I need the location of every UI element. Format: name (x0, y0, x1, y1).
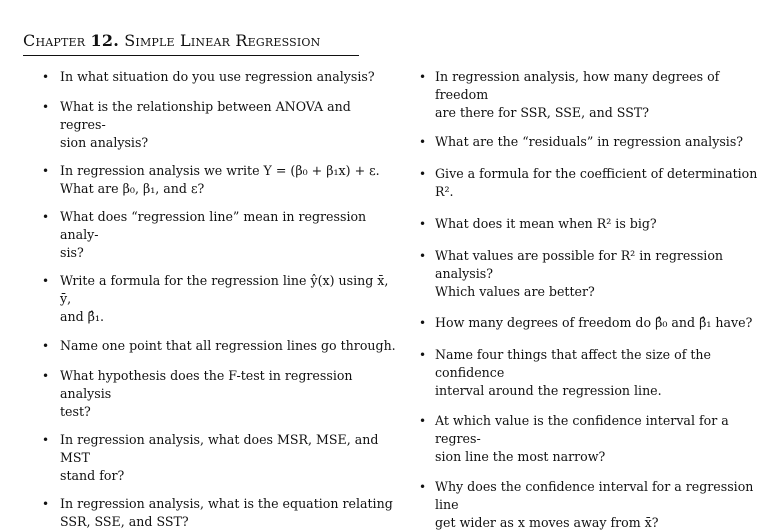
bullet-icon: • (42, 100, 50, 114)
question-line: sion analysis? (60, 135, 149, 150)
bullet-icon: • (42, 70, 50, 84)
bullet-icon: • (42, 164, 50, 178)
question-line: sion line the most narrow? (435, 449, 606, 464)
question-item (32, 431, 400, 485)
bullet-icon: • (419, 70, 427, 84)
question-item (412, 247, 772, 301)
chapter-word: Chapter (23, 31, 86, 50)
question-item (32, 367, 400, 421)
question-line: At which value is the confidence interval for a regres- (435, 413, 729, 446)
bullet-icon: • (42, 369, 50, 383)
question-line: How many degrees of freedom do β̂₀ and β̂₁ have? (435, 315, 753, 330)
question-item (32, 68, 400, 86)
question-line: Give a formula for the coefficient of determination R². (435, 166, 758, 199)
question-line: In regression analysis, what does MSR, MSE, and MST (60, 432, 379, 465)
question-item (32, 495, 400, 531)
question-line: Why does the confidence interval for a regression line (435, 479, 754, 512)
bullet-icon: • (419, 217, 427, 231)
question-line: interval around the regression line. (435, 383, 662, 398)
left-question-list (32, 68, 400, 531)
bullet-icon: • (42, 497, 50, 511)
question-line: In regression analysis we write Y = (β₀ + β₁x) + ε. (60, 163, 380, 178)
question-line: In regression analysis, what is the equation relating (60, 496, 393, 511)
question-line: What are the “residuals” in regression analysis? (435, 134, 744, 149)
question-line: Write a formula for the regression line ŷ(x) using x̄, ȳ, (60, 273, 389, 306)
bullet-icon: • (42, 210, 50, 224)
question-item (412, 478, 772, 532)
question-line: test? (60, 404, 91, 419)
bullet-icon: • (419, 414, 427, 428)
bullet-icon: • (419, 316, 427, 330)
question-item (32, 98, 400, 152)
question-item (412, 215, 772, 233)
bullet-icon: • (42, 339, 50, 353)
question-item (32, 208, 400, 262)
question-item (412, 165, 772, 201)
question-item (32, 272, 400, 326)
question-line: sis? (60, 245, 84, 260)
chapter-title: Simple Linear Regression (124, 31, 321, 50)
bullet-icon: • (42, 433, 50, 447)
chapter-heading (23, 31, 320, 50)
question-line: In regression analysis, how many degrees of freedom (435, 69, 720, 102)
heading-underline (23, 55, 359, 56)
question-item (412, 412, 772, 466)
bullet-icon: • (419, 249, 427, 263)
bullet-icon: • (419, 480, 427, 494)
bullet-icon: • (42, 274, 50, 288)
question-line: Name one point that all regression lines go through. (60, 338, 396, 353)
bullet-icon: • (419, 135, 427, 149)
question-item (412, 133, 772, 151)
question-line: What does “regression line” mean in regression analy- (60, 209, 367, 242)
question-item (412, 68, 772, 122)
question-line: Name four things that affect the size of the confidence (435, 347, 711, 380)
question-line: What does it mean when R² is big? (435, 216, 657, 231)
question-item (412, 314, 772, 332)
question-line: Which values are better? (435, 284, 595, 299)
question-item (32, 337, 400, 355)
question-line: are there for SSR, SSE, and SST? (435, 105, 649, 120)
question-line: What are β₀, β₁, and ε? (60, 181, 205, 196)
question-line: and β̂₁. (60, 309, 105, 324)
question-line: In what situation do you use regression analysis? (60, 69, 375, 84)
question-line: What values are possible for R² in regression analysis? (435, 248, 724, 281)
question-item (32, 162, 400, 198)
question-line: get wider as x moves away from x̄? (435, 515, 659, 530)
right-question-list (412, 68, 772, 532)
question-line: What hypothesis does the F-test in regression analysis (60, 368, 353, 401)
bullet-icon: • (419, 348, 427, 362)
question-item (412, 346, 772, 400)
chapter-number: 12. (90, 31, 119, 50)
question-line: stand for? (60, 468, 125, 483)
bullet-icon: • (419, 167, 427, 181)
question-line: SSR, SSE, and SST? (60, 514, 189, 529)
question-line: What is the relationship between ANOVA and regres- (60, 99, 351, 132)
